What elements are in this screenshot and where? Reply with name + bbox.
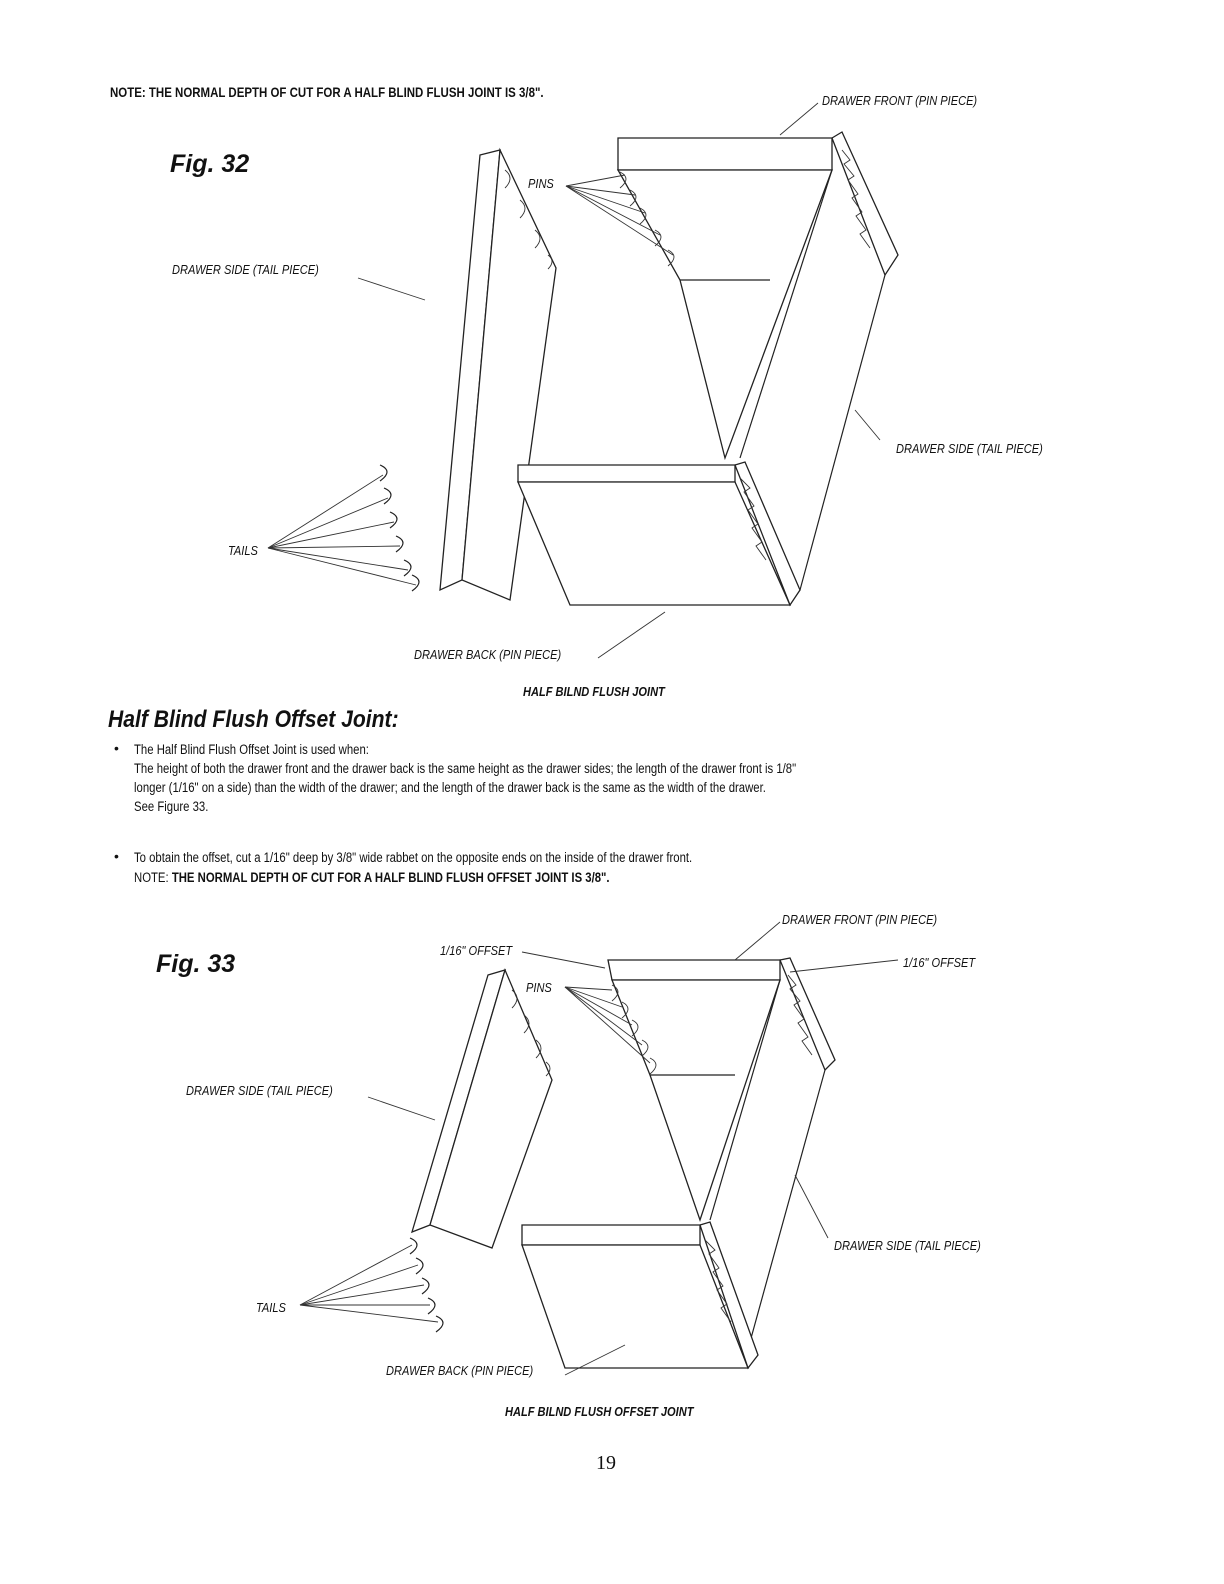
fig32-label-drawer-side-right: DRAWER SIDE (TAIL PIECE) xyxy=(896,441,1043,456)
fig32-title: Fig. 32 xyxy=(170,150,250,178)
bullet-2-line-1: To obtain the offset, cut a 1/16" deep by 3/8" wide rabbet on the opposite ends on the inside of the drawer front. xyxy=(134,850,693,865)
bullet-2-note-prefix: NOTE: xyxy=(134,870,172,885)
section-heading: Half Blind Flush Offset Joint: xyxy=(108,706,399,733)
bullet-1-line-3: longer (1/16" on a side) than the width of the drawer; and the length of the drawer back is the same as the width of the drawer. xyxy=(134,780,766,795)
fig33-drawer-side-left-piece xyxy=(410,970,552,1332)
fig33-label-pins: PINS xyxy=(526,980,552,995)
fig33-label-drawer-side-left: DRAWER SIDE (TAIL PIECE) xyxy=(186,1083,333,1098)
bullet-1-line-1: The Half Blind Flush Offset Joint is used when: xyxy=(134,742,369,757)
fig33-drawer-back-piece xyxy=(522,1222,758,1368)
fig32-drawer-back-piece xyxy=(518,462,800,605)
fig32-drawer-side-left-piece xyxy=(380,150,556,600)
fig33-label-drawer-back: DRAWER BACK (PIN PIECE) xyxy=(386,1363,534,1378)
depth-note: NOTE: THE NORMAL DEPTH OF CUT FOR A HALF BLIND FLUSH JOINT IS 3/8". xyxy=(110,84,544,100)
fig33-label-offset-left: 1/16" OFFSET xyxy=(440,943,513,958)
bullet-1-line-4: See Figure 33. xyxy=(134,799,209,814)
fig32-label-drawer-back: DRAWER BACK (PIN PIECE) xyxy=(414,647,562,662)
bullet-1-line-2: The height of both the drawer front and the drawer back is the same height as the drawer sides; the length of the drawer front is 1/8" xyxy=(134,761,797,776)
fig32-label-drawer-front: DRAWER FRONT (PIN PIECE) xyxy=(822,93,978,108)
fig33-caption: HALF BILND FLUSH OFFSET JOINT xyxy=(505,1404,694,1419)
fig32-label-drawer-side-left: DRAWER SIDE (TAIL PIECE) xyxy=(172,262,319,277)
fig33-label-offset-right: 1/16" OFFSET xyxy=(903,955,976,970)
bullet-2-note-bold: THE NORMAL DEPTH OF CUT FOR A HALF BLIND FLUSH OFFSET JOINT IS 3/8". xyxy=(171,870,610,885)
fig33-label-drawer-front: DRAWER FRONT (PIN PIECE) xyxy=(782,912,938,927)
fig33-title: Fig. 33 xyxy=(156,950,236,978)
fig32-label-pins: PINS xyxy=(528,176,554,191)
bullet-dot-2: • xyxy=(114,848,119,864)
fig32-caption: HALF BILND FLUSH JOINT xyxy=(523,684,665,699)
fig32-label-tails: TAILS xyxy=(228,543,258,558)
fig33-label-tails: TAILS xyxy=(256,1300,286,1315)
page-number: 19 xyxy=(596,1452,616,1474)
fig33-label-drawer-side-right: DRAWER SIDE (TAIL PIECE) xyxy=(834,1238,981,1253)
bullet-dot-1: • xyxy=(114,740,119,756)
bullet-2-note xyxy=(134,868,610,887)
